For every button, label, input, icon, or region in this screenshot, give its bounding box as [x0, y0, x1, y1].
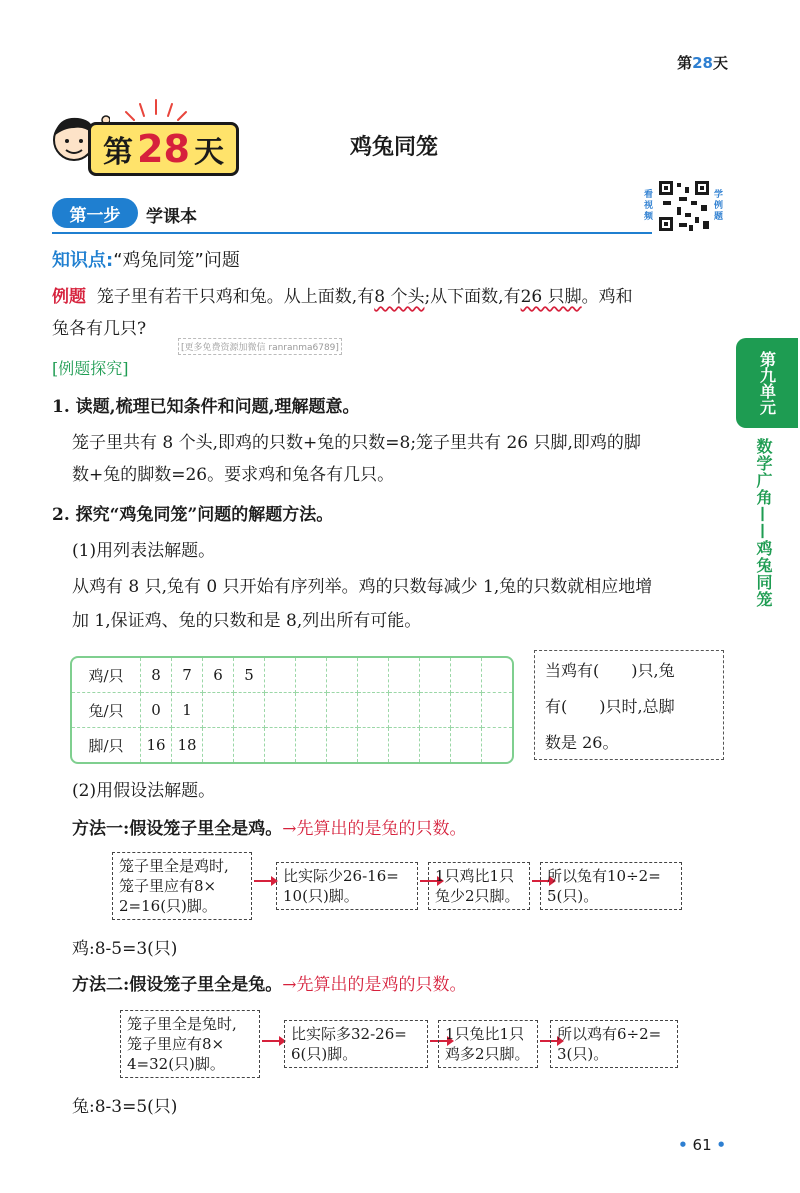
flow1-box-1: 笼子里全是鸡时, 笼子里应有8× 2=16(只)脚。 — [112, 852, 252, 920]
sun-rays-decoration — [122, 96, 192, 124]
page-number: • 61 • — [678, 1136, 726, 1154]
example-line-2: 兔各有几只? — [52, 319, 147, 339]
method-2-note: →先算出的是鸡的只数。 — [282, 975, 467, 995]
method-1-note: →先算出的是兔的只数。 — [282, 819, 467, 839]
enumeration-table — [70, 656, 514, 764]
section-1-line-2: 数+兔的脚数=26。要求鸡和兔各有几只。 — [72, 465, 395, 485]
flow2-box-2: 比实际多32-26= 6(只)脚。 — [284, 1020, 428, 1068]
row-head: 兔/只 — [72, 693, 141, 728]
step-pill: 第一步 — [52, 198, 138, 228]
heads-highlight: 8 个头 — [374, 287, 425, 307]
example-line-1: 例题 笼子里有若干只鸡和兔。从上面数,有8 个头;从下面数,有26 只脚。鸡和 — [52, 287, 633, 307]
knowledge-label: 知识点: — [52, 250, 114, 271]
flow1-box-2: 比实际少26-16= 10(只)脚。 — [276, 862, 418, 910]
flow1-box-3: 1只鸡比1只 兔少2只脚。 — [428, 862, 530, 910]
unit-subtitle: 数学广角——鸡兔同笼 — [754, 438, 773, 608]
qr-right-label: 学例题 — [714, 189, 724, 222]
method-table-line-2: 加 1,保证鸡、兔的只数和是 8,列出所有可能。 — [72, 611, 422, 631]
method-2-line: 方法二:假设笼子里全是兔。→先算出的是鸡的只数。 — [72, 975, 467, 995]
unit-tab[interactable]: 第九单元 — [736, 338, 798, 428]
qr-code-panel[interactable] — [644, 178, 726, 234]
knowledge-text: “鸡兔同笼”问题 — [113, 250, 240, 271]
knowledge-point — [52, 246, 240, 272]
day-indicator: 第28天 — [677, 54, 728, 72]
arrow-right-icon — [254, 880, 276, 882]
flow2-box-3: 1只兔比1只 鸡多2只脚。 — [438, 1020, 538, 1068]
arrow-right-icon — [262, 1040, 284, 1042]
method-1-line: 方法一:假设笼子里全是鸡。→先算出的是兔的只数。 — [72, 819, 467, 839]
flow2-box-4: 所以鸡有6÷2= 3(只)。 — [550, 1020, 678, 1068]
answer-note-box: 当鸡有( )只,兔 有( )只时,总脚 数是 26。 — [534, 650, 724, 760]
qr-left-label: 看视频 — [644, 189, 654, 222]
table-row-chicken: 鸡/只 8 7 6 5 — [72, 658, 512, 693]
section-1-line-1: 笼子里共有 8 个头,即鸡的只数+兔的只数=8;笼子里共有 26 只脚,即鸡的脚 — [72, 433, 641, 453]
step-title: 学课本 — [146, 207, 197, 227]
explore-heading: [例题探究] — [52, 359, 129, 378]
flow2-box-1: 笼子里全是兔时, 笼子里应有8× 4=32(只)脚。 — [120, 1010, 260, 1078]
method-table-heading: (1)用列表法解题。 — [72, 541, 216, 561]
row-head: 脚/只 — [72, 728, 141, 762]
row-head: 鸡/只 — [72, 658, 141, 693]
method-assume-heading: (2)用假设法解题。 — [72, 781, 216, 801]
feet-highlight: 26 只脚 — [520, 287, 582, 307]
day-banner: 第 28 天 — [88, 122, 239, 176]
page-title: 鸡兔同笼 — [350, 135, 439, 160]
table-row-feet: 脚/只 16 18 — [72, 728, 512, 762]
method-1-result: 鸡:8-5=3(只) — [72, 939, 178, 959]
qr-code-icon[interactable] — [657, 179, 711, 233]
method-table-line-1: 从鸡有 8 只,兔有 0 只开始有序列举。鸡的只数每减少 1,兔的只数就相应地增 — [72, 577, 653, 597]
table-row-rabbit: 兔/只 0 1 — [72, 693, 512, 728]
section-2-title: 2. 探究“鸡兔同笼”问题的解题方法。 — [52, 505, 334, 525]
method-2-result: 兔:8-3=5(只) — [72, 1097, 178, 1117]
step-divider — [52, 232, 652, 234]
flow1-box-4: 所以兔有10÷2= 5(只)。 — [540, 862, 682, 910]
example-label: 例题 — [52, 287, 86, 307]
section-1-title: 1. 读题,梳理已知条件和问题,理解题意。 — [52, 397, 360, 417]
watermark-text: [更多免费资源加微信 ranranma6789] — [178, 338, 342, 355]
